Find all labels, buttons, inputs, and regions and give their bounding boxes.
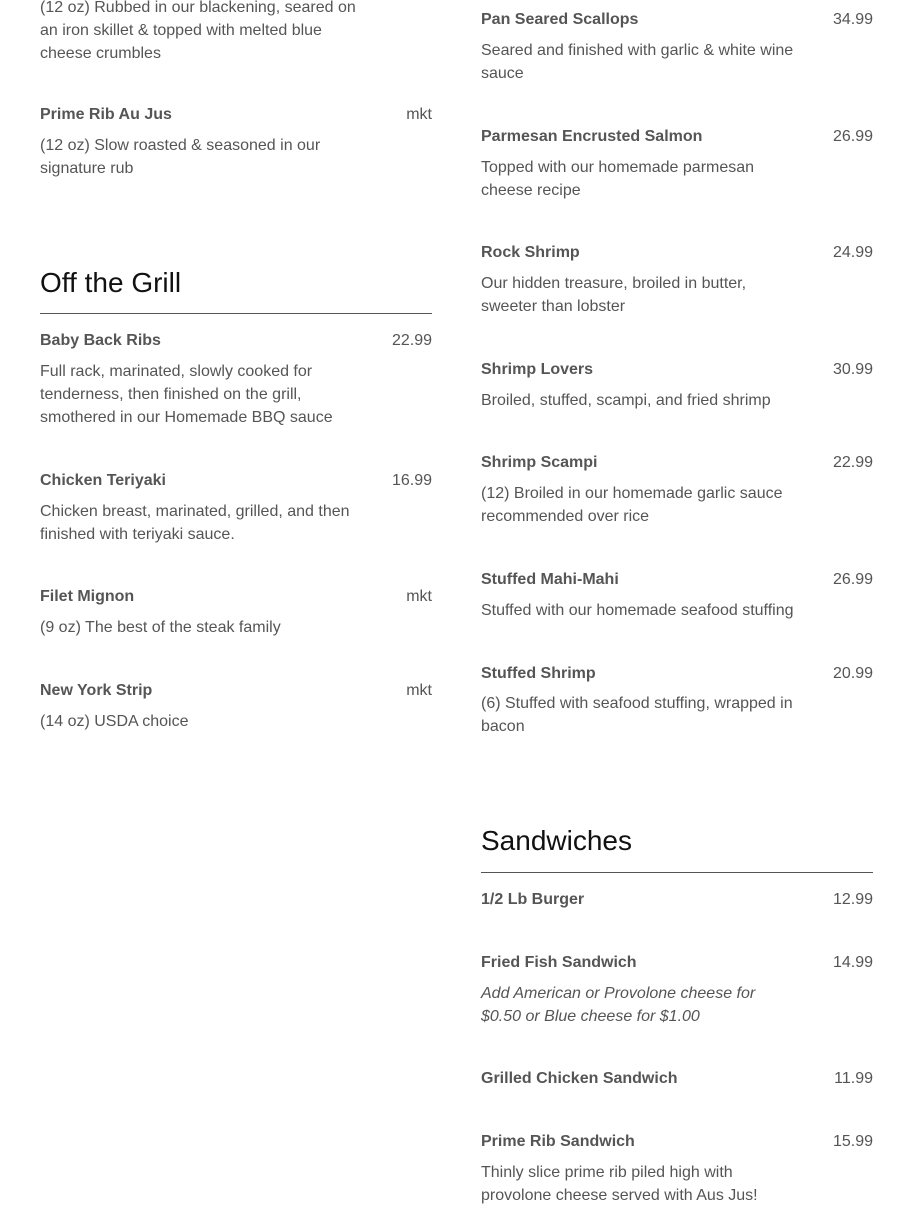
menu-item-description: (12 oz) Rubbed in our blackening, seared on an iron skillet & topped with melted blue cheese crumbles: [40, 0, 356, 62]
menu-item-name: Pan Seared Scallops: [481, 11, 639, 28]
menu-item-description: Stuffed with our homemade seafood stuffing: [481, 602, 794, 619]
menu-item-description: (9 oz) The best of the steak family: [40, 619, 281, 636]
menu-item-description: Chicken breast, marinated, grilled, and then finished with teriyaki sauce.: [40, 503, 350, 543]
menu-item-name: Fried Fish Sandwich: [481, 954, 637, 971]
menu-item-description: Seared and finished with garlic & white wine sauce: [481, 42, 794, 82]
menu-item-name: Prime Rib Au Jus: [40, 106, 172, 123]
menu-item-name: Prime Rib Sandwich: [481, 1133, 635, 1150]
menu-item-description: (6) Stuffed with seafood stuffing, wrapped in bacon: [481, 695, 793, 735]
menu-item-name: Grilled Chicken Sandwich: [481, 1070, 678, 1087]
menu-item-name: Stuffed Mahi-Mahi: [481, 571, 619, 588]
section-divider: [481, 872, 873, 873]
menu-item-name: New York Strip: [40, 682, 153, 699]
section-divider: [40, 313, 432, 314]
menu-item-price: 34.99: [832, 11, 873, 28]
menu-item-name: 1/2 Lb Burger: [481, 891, 585, 908]
menu-item-description: Thinly slice prime rib piled high with provolone cheese served with Aus Jus!: [481, 1164, 758, 1204]
menu-item-description: (12 oz) Slow roasted & seasoned in our signature rub: [40, 137, 321, 177]
menu-item-price: 15.99: [832, 1133, 873, 1150]
menu-item-price: 22.99: [832, 454, 873, 471]
menu-item-description: Add American or Provolone cheese for $0.50 or Blue cheese for $1.00: [481, 985, 756, 1025]
menu-item-price: 11.99: [834, 1070, 873, 1087]
menu-item-description: Full rack, marinated, slowly cooked for tenderness, then finished on the grill, smothered in our Homemade BBQ sauce: [40, 363, 333, 426]
menu-item-price: 26.99: [832, 571, 873, 588]
menu-item-price: mkt: [406, 588, 432, 605]
menu-item-description: (12) Broiled in our homemade garlic sauce recommended over rice: [481, 485, 783, 525]
menu-item-name: Chicken Teriyaki: [40, 472, 166, 489]
menu-item-description: Topped with our homemade parmesan cheese recipe: [481, 159, 755, 199]
menu-item-price: 30.99: [832, 361, 873, 378]
menu-item-name: Filet Mignon: [40, 588, 135, 605]
menu-item-price: 22.99: [391, 332, 432, 349]
menu-item-name: Stuffed Shrimp: [481, 665, 596, 682]
menu-item-price: 16.99: [391, 472, 432, 489]
menu-item-name: Rock Shrimp: [481, 244, 580, 261]
section-title-sandwiches: Sandwiches: [481, 825, 632, 856]
menu-item-description: Our hidden treasure, broiled in butter, sweeter than lobster: [481, 275, 747, 315]
menu-item-name: Baby Back Ribs: [40, 332, 161, 349]
menu-item-price: mkt: [406, 106, 432, 123]
menu-item-price: 12.99: [832, 891, 873, 908]
menu-item-description: Broiled, stuffed, scampi, and fried shrimp: [481, 392, 771, 409]
menu-item-price: 14.99: [832, 954, 873, 971]
section-title-off-the-grill: Off the Grill: [40, 267, 182, 298]
menu-item-price: 26.99: [832, 128, 873, 145]
menu-item-description: (14 oz) USDA choice: [40, 713, 189, 730]
menu-item-name: Shrimp Lovers: [481, 361, 594, 378]
menu-item-price: 24.99: [832, 244, 873, 261]
menu-item-price: mkt: [406, 682, 432, 699]
menu-item-name: Shrimp Scampi: [481, 454, 598, 471]
menu-item-name: Parmesan Encrusted Salmon: [481, 128, 703, 145]
menu-item-price: 20.99: [832, 665, 873, 682]
